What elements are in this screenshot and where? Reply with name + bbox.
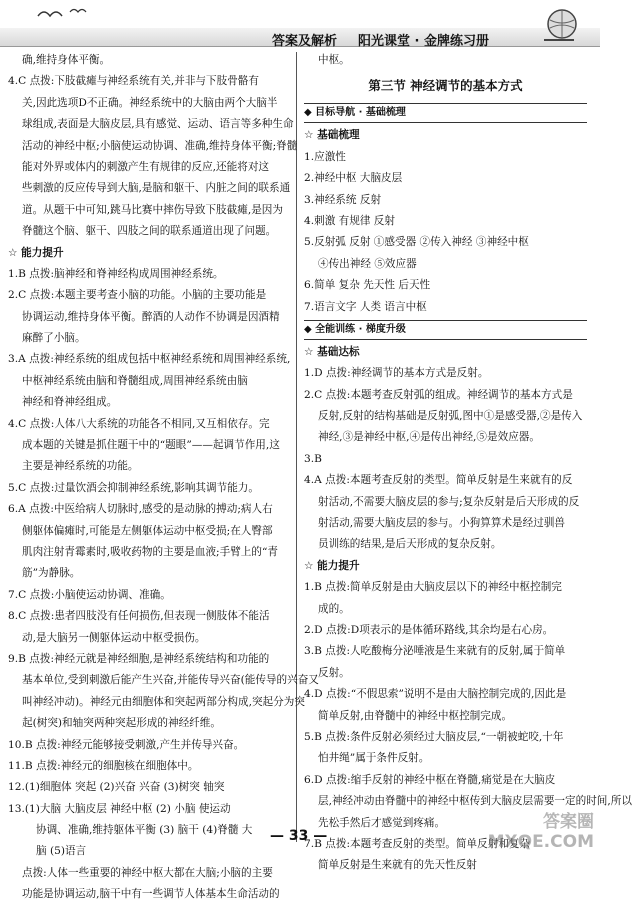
text-line: 4.C 点拨:下肢截瘫与神经系统有关,并非与下肢骨骼有 <box>8 75 259 88</box>
text-line: 些刺激的反应传导到大脑,是脑和躯干、内脏之间的联系通 <box>22 182 291 195</box>
text-line: 基本单位,受到刺激后能产生兴奋,并能传导兴奋(能传导的兴奋又 <box>22 674 319 687</box>
text-line: 先松手然后才感觉到疼痛。 <box>318 816 446 829</box>
text-line: 3.B 点拨:人吃酸梅分泌唾液是生来就有的反射,属于简单 <box>304 645 566 658</box>
text-line: 活动的神经中枢;小脑使运动协调、准确,维持身体平衡;脊髓 <box>22 139 298 152</box>
globe-icon <box>540 6 580 44</box>
text-line: 简单反射是生来就有的先天性反射 <box>318 859 477 872</box>
text-line: 侧躯体偏瘫时,可能是左侧躯体运动中枢受损;在人臀部 <box>22 524 273 537</box>
text-line: 层,神经冲动由脊髓中的神经中枢传到大脑皮层需要一定的时间,所以 <box>318 795 632 808</box>
text-line: 10.B 点拨:神经元能够接受刺激,产生并传导兴奋。 <box>8 738 245 751</box>
text-line: 5.反射弧 反射 ①感受器 ②传入神经 ③神经中枢 <box>304 236 529 249</box>
text-line: 7.语言文字 人类 语言中枢 <box>304 300 427 313</box>
text-line: 协调、准确,维持躯体平衡 (3) 脑干 (4)脊髓 大 <box>36 824 253 837</box>
text-line: 筋”为静脉。 <box>22 567 81 580</box>
text-line: 神经,③是神经中枢,④是传出神经,⑤是效应器。 <box>318 431 540 444</box>
text-line: 4.D 点拨:“不假思索”说明不是由大脑控制完成的,因此是 <box>304 688 567 701</box>
text-line: 点拨:人体一些重要的神经中枢大都在大脑;小脑的主要 <box>22 866 273 879</box>
text-line: 5.C 点拨:过量饮酒会抑制神经系统,影响其调节能力。 <box>8 481 259 494</box>
text-line: 射活动,需要大脑皮层的参与。小狗算算术是经过驯兽 <box>318 517 566 530</box>
text-line: 1.B 点拨:脑神经和脊神经构成周围神经系统。 <box>8 267 224 280</box>
watermark-logo: 答案圈 MXQE.COM <box>487 812 594 852</box>
birds-icon <box>36 6 96 26</box>
section-band: ◆ 目标导航 · 基础梳理 <box>304 103 587 123</box>
text-line: 员训练的结果,是后天形成的复杂反射。 <box>318 538 502 551</box>
text-line: 反射,反射的结构基础是反射弧,图中①是感受器,②是传入 <box>318 410 583 423</box>
text-line: 12.(1)细胞体 突起 (2)兴奋 兴奋 (3)树突 轴突 <box>8 781 225 794</box>
text-line: 简单反射,由脊髓中的神经中枢控制完成。 <box>318 709 513 722</box>
text-line: 3.神经系统 反射 <box>304 193 382 206</box>
text-line: 脑 (5)语言 <box>36 845 87 858</box>
text-line: 13.(1)大脑 大脑皮层 神经中枢 (2) 小脑 使运动 <box>8 802 231 815</box>
text-line: 4.A 点拨:本题考查反射的类型。简单反射是生来就有的反 <box>304 474 573 487</box>
text-line: 7.B 点拨:本题考查反射的类型。简单反射和复杂 <box>304 837 531 850</box>
text-line: 9.B 点拨:神经元就是神经细胞,是神经系统结构和功能的 <box>8 652 270 665</box>
text-line: 关,因此选项D不正确。神经系统中的大脑由两个大脑半 <box>22 96 278 109</box>
text-line: 中枢。 <box>318 54 350 66</box>
text-line: 1.B 点拨:简单反射是由大脑皮层以下的神经中枢控制完 <box>304 581 562 594</box>
text-line: 动,是大脑另一侧躯体运动中枢受损伤。 <box>22 631 206 644</box>
section-band: ◆ 全能训练 · 梯度升级 <box>304 320 587 340</box>
text-line: 1.D 点拨:神经调节的基本方式是反射。 <box>304 367 489 380</box>
text-line: 麻醉了小脑。 <box>22 332 86 345</box>
text-line: 5.B 点拨:条件反射必须经过大脑皮层,“一朝被蛇咬,十年 <box>304 730 564 743</box>
text-line: 11.B 点拨:神经元的细胞核在细胞体中。 <box>8 759 199 772</box>
text-line: 神经和脊神经组成。 <box>22 396 118 409</box>
section-heading: ☆ 能力提升 <box>8 246 64 259</box>
text-line: 反射。 <box>318 666 350 679</box>
section-heading: ☆ 能力提升 <box>304 559 360 572</box>
text-line: 3.A 点拨:神经系统的组成包括中枢神经系统和周围神经系统, <box>8 353 291 366</box>
header-right-title: 阳光课堂 · 金牌练习册 <box>358 34 489 49</box>
text-line: ④传出神经 ⑤效应器 <box>318 257 417 270</box>
text-line: 6.D 点拨:缩手反射的神经中枢在脊髓,痛觉是在大脑皮 <box>304 773 556 786</box>
text-line: 6.A 点拨:中医给病人切脉时,感受的是动脉的搏动;病人右 <box>8 503 273 516</box>
text-line: 叫神经冲动)。神经元由细胞体和突起两部分构成,突起分为突 <box>22 695 305 708</box>
text-line: 协调运动,维持身体平衡。醉酒的人动作不协调是因酒精 <box>22 310 280 323</box>
section-title: 第三节 神经调节的基本方式 <box>368 78 523 94</box>
text-line: 7.C 点拨:小脑使运动协调、准确。 <box>8 588 171 601</box>
text-line: 怕井绳”属于条件反射。 <box>318 752 430 765</box>
text-line: 3.B <box>304 452 322 465</box>
text-line: 6.简单 复杂 先天性 后天性 <box>304 279 431 292</box>
text-line: 能对外界或体内的刺激产生有规律的反应,还能将对这 <box>22 160 270 173</box>
page-number: — 33 — <box>270 828 328 844</box>
column-divider <box>296 52 297 842</box>
text-line: 功能是协调运动,脑干中有一些调节人体基本生命活动的 <box>22 888 280 901</box>
header-left-title: 答案及解析 <box>272 34 338 49</box>
text-line: 射活动,不需要大脑皮层的参与;复杂反射是后天形成的反 <box>318 495 580 508</box>
text-line: 2.神经中枢 大脑皮层 <box>304 172 403 185</box>
text-line: 2.D 点拨:D项表示的是体循环路线,其余均是右心房。 <box>304 623 554 636</box>
text-line: 中枢神经系统由脑和脊髓组成,周围神经系统由脑 <box>22 374 248 387</box>
page-header <box>0 0 600 49</box>
section-heading: ☆ 基础达标 <box>304 345 360 358</box>
text-line: 4.刺激 有规律 反射 <box>304 214 395 227</box>
text-line: 球组成,表面是大脑皮层,具有感觉、运动、语言等多种生命 <box>22 118 294 131</box>
text-line: 道。从题干中可知,跳马比赛中摔伤导致下肢截瘫,是因为 <box>22 203 283 216</box>
text-line: 1.应激性 <box>304 150 346 163</box>
text-line: 2.C 点拨:本题考查反射弧的组成。神经调节的基本方式是 <box>304 388 573 401</box>
text-line: 成本题的关键是抓住题干中的“题眼”——起调节作用,这 <box>22 439 280 452</box>
section-heading: ☆ 基础梳理 <box>304 129 360 142</box>
text-line: 肌肉注射青霉素时,吸收药物的主要是血液;手臂上的“青 <box>22 545 279 558</box>
text-line: 成的。 <box>318 602 350 615</box>
text-line: 2.C 点拨:本题主要考查小脑的功能。小脑的主要功能是 <box>8 289 267 302</box>
text-line: 确,维持身体平衡。 <box>22 54 111 66</box>
text-line: 起(树突)和轴突两种突起形成的神经纤维。 <box>22 717 221 730</box>
text-line: 主要是神经系统的功能。 <box>22 460 139 473</box>
right-column <box>304 50 632 877</box>
text-line: 8.C 点拨:患者四肢没有任何损伤,但表现一侧肢体不能活 <box>8 610 270 623</box>
text-line: 脊髓这个脑、躯干、四肢之间的联系通道出现了问题。 <box>22 225 277 238</box>
text-line: 4.C 点拨:人体八大系统的功能各不相同,又互相依存。完 <box>8 417 270 430</box>
